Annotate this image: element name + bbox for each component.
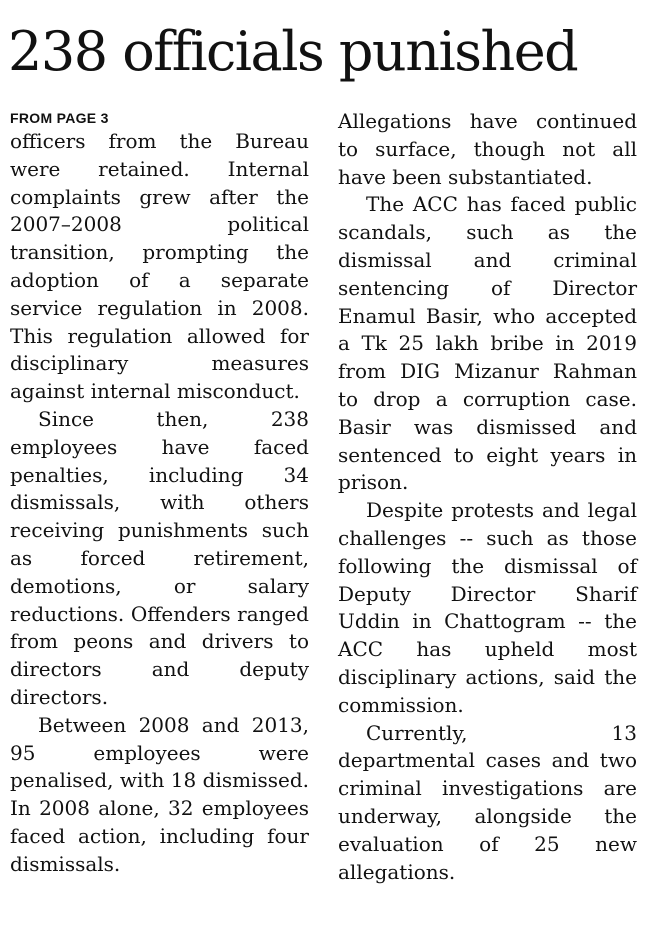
headline: 238 officials punished (8, 20, 578, 83)
article-paragraph: officers from the Bureau were retained. Internal complaints grew after the 2007–2008 political transition, prompting the adoption of a separate service regulation in 2008. This regulation allowed for disciplinary measures against internal misconduct. (10, 129, 309, 404)
article-paragraph: Since then, 238 employees have faced penalties, including 34 dismissals, with others receiving punishments such as forced retirement, demotions, or salary reductions. Offenders ranged from peons and drivers to directors and deputy directors. (10, 406, 309, 709)
article-paragraph: The ACC has faced public scandals, such as the dismissal and criminal sentencing of Director Enamul Basir, who accepted a Tk 25 lakh bribe in 2019 from DIG Mizanur Rahman to drop a corruption case. Basir was dismissed and sentenced to eight years in prison. (338, 192, 637, 495)
article-column-right (338, 108, 637, 886)
article-paragraph: Between 2008 and 2013, 95 employees were penalised, with 18 dismissed. In 2008 alone, 32 employees faced action, including four dismissals. (10, 712, 309, 876)
continuation-kicker: FROM PAGE 3 (10, 110, 109, 126)
article-paragraph: Allegations have continued to surface, though not all have been substantiated. (338, 109, 637, 189)
article-paragraph: Despite protests and legal challenges -- such as those following the dismissal of Deputy Director Sharif Uddin in Chattogram -- the ACC has upheld most disciplinary actions, said the commission. (338, 498, 637, 717)
article-column-left (10, 108, 309, 879)
article-paragraph: Currently, 13 departmental cases and two criminal investigations are underway, alongside the evaluation of 25 new allegations. (338, 720, 637, 884)
